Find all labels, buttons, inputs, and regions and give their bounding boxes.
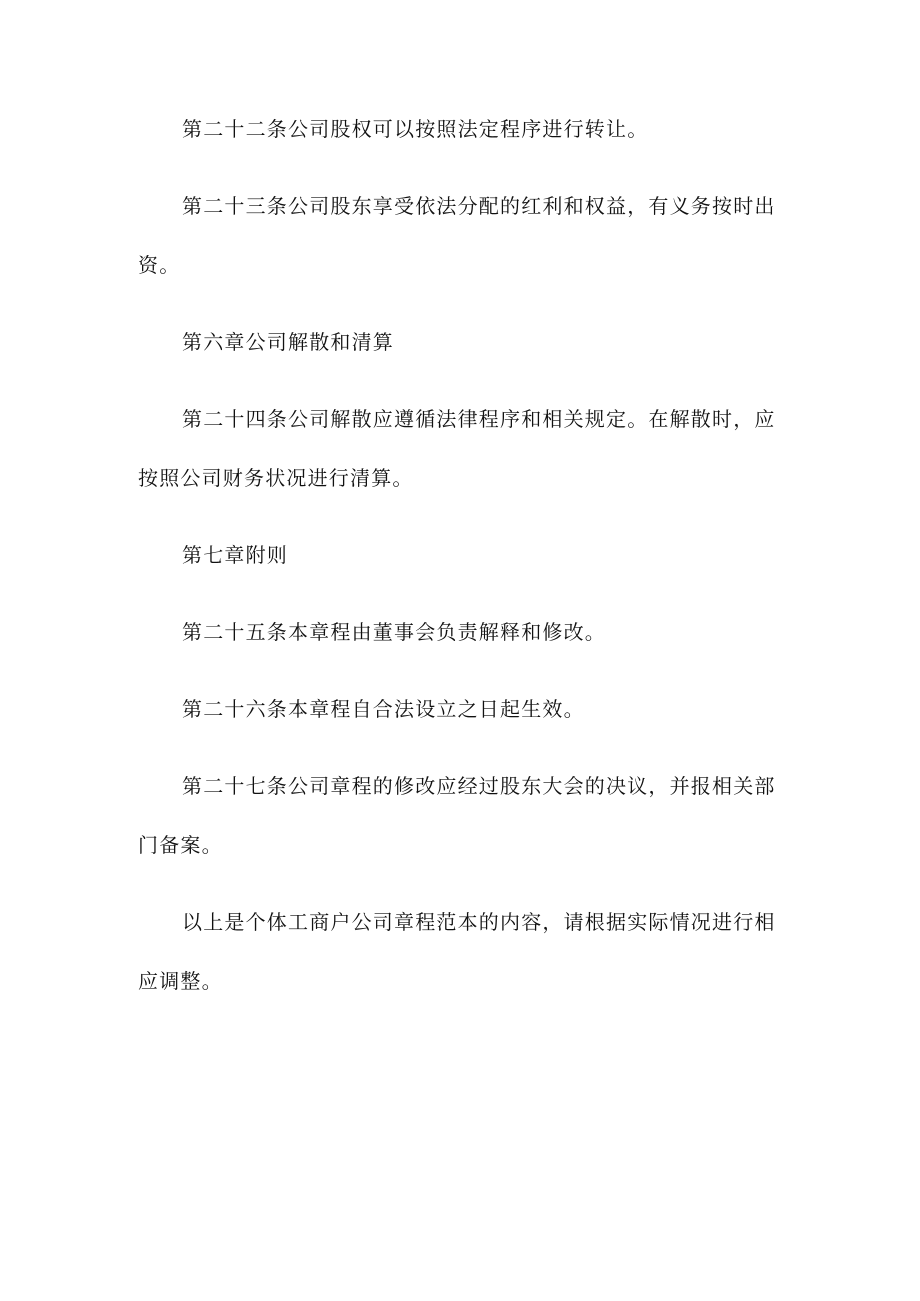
article-22: 第二十二条公司股权可以按照法定程序进行转让。: [182, 117, 649, 141]
closing-note: 以上是个体工商户公司章程范本的内容，请根据实际情况进行相应调整。: [138, 910, 776, 993]
chapter-7-heading: 第七章附则: [182, 543, 288, 567]
article-26: 第二十六条本章程自合法设立之日起生效。: [182, 697, 585, 721]
article-25: 第二十五条本章程由董事会负责解释和修改。: [182, 620, 606, 644]
article-27: 第二十七条公司章程的修改应经过股东大会的决议，并报相关部门备案。: [138, 774, 776, 857]
chapter-6-heading: 第六章公司解散和清算: [182, 330, 394, 354]
article-24: 第二十四条公司解散应遵循法律程序和相关规定。在解散时，应按照公司财务状况进行清算。: [138, 407, 776, 490]
article-23: 第二十三条公司股东享受依法分配的红利和权益，有义务按时出资。: [138, 194, 776, 277]
document-body: [138, 100, 778, 1029]
